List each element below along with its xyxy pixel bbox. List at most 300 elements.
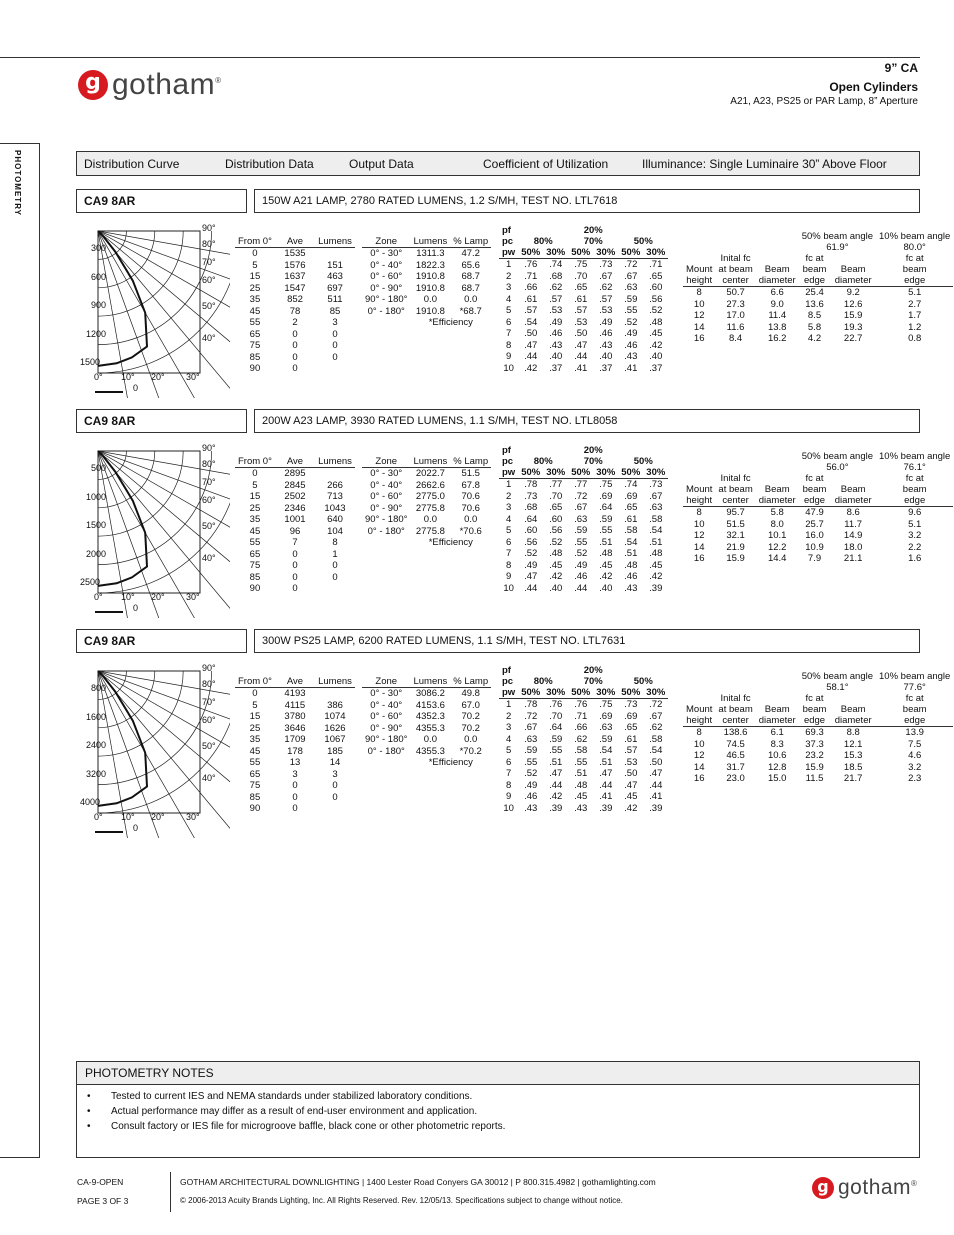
table-cell: 1 bbox=[505, 259, 512, 270]
table-row bbox=[499, 803, 668, 815]
footer-page: PAGE 3 OF 3 bbox=[77, 1196, 129, 1206]
table-row bbox=[499, 734, 668, 746]
bottom-angle-label: 20° bbox=[151, 372, 165, 382]
ring-label: 4000 bbox=[79, 797, 100, 807]
pc-50: 50% bbox=[633, 676, 653, 687]
table-cell: 1637 bbox=[284, 271, 306, 282]
table-cell: 15.0 bbox=[767, 773, 787, 784]
table-cell: 5 bbox=[252, 699, 258, 711]
beam10-label: 10% beam angle bbox=[879, 451, 951, 462]
col-lumens: Lumens bbox=[315, 456, 355, 468]
legend-zero: 0 bbox=[133, 383, 139, 393]
table-cell: 1.6 bbox=[908, 553, 922, 564]
table-cell: 37.3 bbox=[805, 738, 824, 750]
angle-label: 50° bbox=[202, 521, 216, 531]
table-cell: 15.9 bbox=[805, 761, 824, 773]
table-cell: 0.0 bbox=[464, 514, 478, 525]
table-cell: .53 bbox=[574, 316, 588, 328]
table-row bbox=[235, 514, 355, 526]
table-row bbox=[499, 363, 668, 375]
illuminance-table bbox=[683, 451, 953, 565]
efficiency-note: *Efficiency bbox=[428, 317, 473, 328]
table-row bbox=[362, 271, 491, 283]
table-cell: 0 bbox=[252, 468, 258, 479]
table-cell: .54 bbox=[599, 745, 613, 756]
table-cell: 0.0 bbox=[423, 514, 437, 525]
table-cell: 11.5 bbox=[805, 773, 824, 784]
ring-label: 500 bbox=[90, 463, 106, 474]
table-cell: .54 bbox=[649, 745, 663, 756]
table-cell: .67 bbox=[599, 270, 613, 282]
pf-value: 20% bbox=[583, 225, 603, 236]
table-cell: 10.1 bbox=[767, 530, 787, 541]
table-cell: 7.5 bbox=[908, 738, 922, 750]
table-cell: 3 bbox=[505, 722, 512, 733]
table-row bbox=[683, 727, 953, 739]
bottom-angle-label: 20° bbox=[151, 592, 165, 602]
pw-30: 30% bbox=[593, 247, 618, 259]
table-cell: .71 bbox=[649, 259, 663, 270]
table-row bbox=[235, 468, 355, 480]
table-row bbox=[235, 526, 355, 538]
pc-80: 80% bbox=[533, 236, 553, 247]
distribution-data-table bbox=[235, 456, 355, 595]
table-cell: .63 bbox=[649, 502, 663, 513]
col-height: height bbox=[683, 495, 715, 507]
table-cell: 0° - 180° bbox=[367, 525, 405, 537]
table-row bbox=[235, 757, 355, 769]
table-cell: .64 bbox=[599, 502, 613, 513]
table-cell: 10 bbox=[503, 362, 514, 374]
table-row bbox=[235, 503, 355, 515]
ring-label: 2400 bbox=[85, 740, 106, 751]
table-cell: 138.6 bbox=[723, 727, 748, 738]
table-cell: 0° - 180° bbox=[367, 305, 405, 317]
table-cell: .48 bbox=[574, 779, 588, 791]
pw-50: 50% bbox=[518, 247, 543, 259]
table-row bbox=[499, 317, 668, 329]
table-cell: .47 bbox=[599, 768, 613, 779]
table-cell: 85 bbox=[249, 351, 261, 363]
table-cell: .58 bbox=[574, 745, 588, 756]
col-ave: Ave bbox=[275, 236, 315, 248]
table-cell: .45 bbox=[624, 791, 638, 802]
table-cell: 4115 bbox=[284, 699, 306, 711]
col-edge: edge bbox=[799, 275, 831, 287]
table-cell: .46 bbox=[599, 328, 613, 339]
table-cell: 2 bbox=[505, 270, 512, 282]
beam50-value: 58.1° bbox=[826, 682, 849, 693]
table-cell: .51 bbox=[574, 768, 588, 779]
table-cell: .73 bbox=[599, 259, 613, 270]
table-cell: 65 bbox=[249, 768, 261, 780]
table-cell: 51.5 bbox=[461, 468, 480, 479]
table-cell: 70.2 bbox=[461, 711, 480, 722]
nav-distribution-curve[interactable]: Distribution Curve bbox=[84, 157, 180, 171]
col-initial-fc: Inital fc bbox=[720, 693, 751, 704]
table-cell: 1626 bbox=[324, 722, 346, 734]
table-cell: 47.9 bbox=[805, 507, 824, 518]
table-cell: 185 bbox=[327, 745, 343, 757]
table-cell: 1822.3 bbox=[415, 259, 445, 271]
table-cell bbox=[315, 468, 355, 480]
table-cell: 0 bbox=[292, 571, 298, 583]
table-cell: 17.0 bbox=[726, 310, 745, 321]
table-cell: 95.7 bbox=[726, 507, 745, 518]
table-cell: 49.8 bbox=[461, 688, 480, 699]
table-cell: 90 bbox=[249, 583, 261, 594]
table-cell: 7 bbox=[505, 328, 512, 339]
col-height: height bbox=[683, 275, 715, 287]
table-cell: 78 bbox=[289, 305, 301, 317]
table-cell: 10 bbox=[693, 298, 705, 310]
angle-label: 60° bbox=[202, 495, 216, 505]
table-cell: 2895 bbox=[284, 468, 306, 479]
table-cell: .44 bbox=[524, 582, 538, 594]
table-cell: 12.1 bbox=[843, 738, 863, 750]
table-cell: 21.7 bbox=[843, 773, 863, 784]
table-cell: .52 bbox=[549, 536, 563, 548]
table-cell: 0° - 60° bbox=[370, 711, 403, 722]
table-cell: .47 bbox=[524, 339, 538, 351]
table-row bbox=[683, 299, 953, 311]
table-cell: 3646 bbox=[284, 722, 306, 734]
table-cell: .68 bbox=[549, 270, 563, 282]
table-row bbox=[235, 734, 355, 746]
table-cell: 386 bbox=[327, 699, 343, 711]
table-cell: 90 bbox=[249, 363, 261, 374]
pf-label: pf bbox=[502, 225, 511, 236]
table-cell: 9.0 bbox=[770, 298, 784, 310]
table-row bbox=[499, 768, 668, 780]
table-cell: 151 bbox=[327, 259, 343, 271]
table-cell: .64 bbox=[549, 722, 563, 733]
table-cell: 27.3 bbox=[726, 298, 745, 310]
table-cell: .65 bbox=[649, 270, 663, 282]
table-cell: 104 bbox=[327, 525, 343, 537]
table-cell: 8.8 bbox=[846, 727, 860, 738]
col-diameter: diameter bbox=[830, 495, 876, 507]
table-cell: 4355.3 bbox=[415, 722, 445, 734]
table-cell: 0° - 30° bbox=[370, 248, 403, 259]
table-cell bbox=[315, 688, 355, 700]
col-pct-lamp: % Lamp bbox=[450, 236, 491, 248]
table-cell: .55 bbox=[574, 536, 588, 548]
table-cell: .60 bbox=[524, 525, 538, 536]
pw-50: 50% bbox=[568, 247, 593, 259]
table-row bbox=[499, 282, 668, 294]
table-cell: .63 bbox=[574, 513, 588, 525]
table-cell: 0 bbox=[332, 791, 338, 803]
table-cell: 266 bbox=[327, 479, 343, 491]
table-cell: 4 bbox=[505, 733, 512, 745]
gotham-g-icon: g bbox=[812, 1177, 834, 1199]
footer-company: GOTHAM ARCHITECTURAL DOWNLIGHTING | 1400 Lester Road Conyers GA 30012 | P 800.315.4982 | gothamlighting.com bbox=[180, 1177, 656, 1187]
table-cell: 0.0 bbox=[423, 294, 437, 305]
table-cell: 1001 bbox=[284, 514, 306, 525]
table-cell: .63 bbox=[624, 282, 638, 293]
table-cell: 15.3 bbox=[843, 750, 863, 761]
table-cell: 3 bbox=[292, 768, 298, 780]
col-from: From 0° bbox=[235, 676, 275, 688]
beam50-value: 61.9° bbox=[826, 242, 849, 253]
nav-distribution-data[interactable]: Distribution Data bbox=[225, 157, 314, 171]
table-cell: .39 bbox=[649, 802, 663, 814]
table-cell: 4.2 bbox=[807, 333, 822, 344]
table-cell: 74.5 bbox=[726, 738, 745, 750]
table-cell: 45 bbox=[249, 745, 261, 757]
beam50-label: 50% beam angle bbox=[801, 671, 874, 682]
col-zone: Zone bbox=[362, 456, 410, 468]
table-cell: .47 bbox=[574, 339, 588, 351]
table-cell: 32.1 bbox=[726, 530, 745, 541]
table-cell: 13.8 bbox=[767, 321, 787, 333]
table-cell: 2346 bbox=[284, 502, 306, 514]
table-cell: 5 bbox=[252, 479, 258, 491]
table-cell: .59 bbox=[599, 733, 613, 745]
bottom-angle-label: 10° bbox=[121, 592, 135, 602]
table-cell: .52 bbox=[624, 316, 638, 328]
col-initial-fc: Inital fc bbox=[720, 253, 751, 264]
table-cell: .69 bbox=[599, 710, 613, 722]
table-cell: 25.4 bbox=[805, 287, 824, 298]
table-cell: .47 bbox=[649, 768, 663, 779]
product-title: 9” CA bbox=[884, 61, 918, 75]
nav-output-data[interactable]: Output Data bbox=[349, 157, 414, 171]
table-cell: .42 bbox=[599, 571, 613, 582]
table-cell: .63 bbox=[599, 722, 613, 733]
table-row bbox=[235, 283, 355, 295]
pc-70: 70% bbox=[583, 456, 603, 467]
table-cell: .62 bbox=[649, 722, 663, 733]
table-cell: 7.9 bbox=[807, 553, 822, 564]
test-description: 300W PS25 LAMP, 6200 RATED LUMENS, 1.1 S/MH, TEST NO. LTL7631 bbox=[254, 629, 920, 653]
col-mount: Mount bbox=[686, 704, 713, 715]
table-row bbox=[499, 560, 668, 572]
pc-50: 50% bbox=[633, 236, 653, 247]
sidebar-frame bbox=[0, 143, 40, 1158]
beam10-value: 76.1° bbox=[903, 462, 926, 473]
table-cell: 12.8 bbox=[767, 761, 787, 773]
legend-swatch bbox=[95, 611, 123, 613]
table-row bbox=[362, 734, 491, 746]
table-cell: 85 bbox=[249, 571, 261, 583]
col-beam: Beam bbox=[764, 704, 790, 715]
table-cell: .57 bbox=[624, 745, 638, 756]
table-cell: .51 bbox=[649, 536, 663, 548]
table-cell: 1.7 bbox=[908, 310, 922, 321]
table-cell: .52 bbox=[574, 548, 588, 559]
nav-illuminance[interactable]: Illuminance: Single Luminaire 30” Above Floor bbox=[642, 157, 887, 171]
col-zone: Zone bbox=[362, 676, 410, 688]
gotham-g-icon: g bbox=[78, 70, 108, 100]
table-cell: 1074 bbox=[324, 711, 346, 722]
table-cell: 14.9 bbox=[843, 530, 863, 541]
cu-table bbox=[499, 225, 668, 374]
table-cell: 463 bbox=[327, 271, 343, 282]
angle-label: 80° bbox=[202, 459, 216, 469]
table-row bbox=[362, 514, 491, 526]
table-row bbox=[499, 745, 668, 757]
col-fc-at: fc at bbox=[805, 473, 824, 484]
beam10-value: 77.6° bbox=[903, 682, 926, 693]
table-cell: .75 bbox=[599, 699, 613, 710]
col-diameter: diameter bbox=[756, 715, 799, 727]
table-cell: 75 bbox=[249, 560, 261, 571]
table-cell: .54 bbox=[649, 525, 663, 536]
table-cell: 4 bbox=[505, 293, 512, 305]
table-cell: .52 bbox=[524, 768, 538, 779]
col-fc-at: fc at bbox=[905, 253, 924, 264]
table-cell: 10.6 bbox=[767, 750, 787, 761]
table-cell: .51 bbox=[624, 548, 638, 559]
table-cell: .77 bbox=[549, 479, 563, 490]
ring-label: 1600 bbox=[85, 711, 106, 722]
table-cell: 2022.7 bbox=[415, 468, 445, 479]
pw-label: pw bbox=[499, 247, 518, 259]
table-cell: 1 bbox=[505, 479, 512, 490]
table-cell: .55 bbox=[574, 756, 588, 768]
table-cell: .43 bbox=[599, 339, 613, 351]
table-cell: 1576 bbox=[284, 259, 306, 271]
table-cell: 5.1 bbox=[908, 287, 922, 298]
table-cell: 2845 bbox=[284, 479, 306, 491]
brand-name: gotham bbox=[112, 68, 216, 101]
table-cell: *70.2 bbox=[459, 745, 482, 757]
table-cell: .53 bbox=[549, 305, 563, 316]
notes-list bbox=[76, 1085, 920, 1158]
table-cell: 10.9 bbox=[805, 541, 824, 553]
table-cell: 22.7 bbox=[843, 333, 863, 344]
col-lumens: Lumens bbox=[410, 676, 450, 688]
col-edge: edge bbox=[876, 275, 953, 287]
table-row bbox=[499, 351, 668, 363]
table-cell: 0 bbox=[332, 780, 338, 791]
table-cell: 0° - 90° bbox=[370, 282, 403, 294]
pw-50: 50% bbox=[618, 687, 643, 699]
angle-label: 50° bbox=[202, 741, 216, 751]
ring-label: 2500 bbox=[79, 577, 100, 587]
pw-30: 30% bbox=[593, 467, 618, 479]
table-cell: 75 bbox=[249, 780, 261, 791]
table-cell: .63 bbox=[524, 733, 538, 745]
table-cell: 697 bbox=[327, 282, 343, 294]
table-cell: .55 bbox=[549, 745, 563, 756]
table-cell: 13.9 bbox=[905, 727, 924, 738]
table-cell: .42 bbox=[524, 362, 538, 374]
table-cell: .51 bbox=[549, 756, 563, 768]
table-cell: 25.7 bbox=[805, 518, 824, 530]
table-cell: 2775.8 bbox=[415, 525, 445, 537]
sidebar-label: PHOTOMETRY bbox=[13, 150, 22, 217]
bottom-angle-label: 20° bbox=[151, 812, 165, 822]
table-row bbox=[362, 260, 491, 272]
table-cell: 0° - 60° bbox=[370, 491, 403, 502]
table-cell: .60 bbox=[549, 513, 563, 525]
table-row bbox=[683, 762, 953, 774]
table-cell: 16 bbox=[693, 333, 705, 344]
table-cell: 1910.8 bbox=[415, 282, 445, 294]
table-cell: 8 bbox=[505, 779, 512, 791]
table-cell: 0 bbox=[252, 688, 258, 699]
table-cell: 2775.0 bbox=[415, 491, 445, 502]
table-cell: .78 bbox=[524, 699, 538, 710]
table-cell: .42 bbox=[649, 339, 663, 351]
table-cell: .76 bbox=[549, 699, 563, 710]
table-cell: 1547 bbox=[284, 282, 306, 294]
table-cell: 8 bbox=[332, 537, 338, 548]
beam50-value: 56.0° bbox=[826, 462, 849, 473]
cu-table bbox=[499, 445, 668, 594]
col-edge: edge bbox=[876, 715, 953, 727]
output-data-table bbox=[362, 676, 491, 769]
table-cell: 12 bbox=[693, 310, 705, 321]
table-cell: 8 bbox=[505, 339, 512, 351]
table-cell: 0 bbox=[332, 351, 338, 363]
pf-label: pf bbox=[502, 445, 511, 456]
table-cell: 5 bbox=[252, 259, 258, 271]
table-cell: .40 bbox=[549, 582, 563, 594]
table-cell: .46 bbox=[549, 328, 563, 339]
table-row bbox=[683, 333, 953, 345]
table-cell: .56 bbox=[524, 536, 538, 548]
col-lumens: Lumens bbox=[315, 676, 355, 688]
table-cell: 65.6 bbox=[461, 259, 480, 271]
col-beam-lc: beam bbox=[802, 264, 827, 275]
table-cell: 6 bbox=[505, 536, 512, 548]
ring-label: 1500 bbox=[85, 520, 106, 531]
angle-label: 40° bbox=[202, 333, 216, 343]
table-cell: .41 bbox=[574, 362, 588, 374]
table-cell: 9.2 bbox=[846, 287, 860, 298]
table-row bbox=[235, 317, 355, 329]
table-row bbox=[362, 468, 491, 480]
table-cell: 1067 bbox=[324, 734, 346, 745]
table-cell: .46 bbox=[574, 571, 588, 582]
angle-label: 90° bbox=[202, 443, 216, 453]
table-cell: .47 bbox=[524, 571, 538, 582]
table-cell: .64 bbox=[524, 513, 538, 525]
table-cell: 21.1 bbox=[843, 553, 863, 564]
table-cell: .76 bbox=[524, 259, 538, 270]
table-cell: .47 bbox=[549, 768, 563, 779]
angle-label: 60° bbox=[202, 275, 216, 285]
table-cell: .44 bbox=[549, 779, 563, 791]
model-label: CA9 8AR bbox=[76, 629, 247, 653]
legend-swatch bbox=[95, 831, 123, 833]
beam10-label: 10% beam angle bbox=[879, 671, 951, 682]
pc-label: pc bbox=[502, 676, 514, 687]
table-cell: 4355.3 bbox=[415, 745, 445, 757]
table-cell: 23.0 bbox=[726, 773, 745, 784]
angle-label: 70° bbox=[202, 697, 216, 707]
table-row bbox=[362, 711, 491, 723]
table-cell: 16 bbox=[693, 773, 705, 784]
table-cell: .55 bbox=[524, 756, 538, 768]
table-cell: 3 bbox=[505, 502, 512, 513]
angle-label: 90° bbox=[202, 663, 216, 673]
table-row bbox=[683, 739, 953, 751]
table-cell: 2502 bbox=[284, 491, 306, 502]
table-cell: 35 bbox=[249, 734, 261, 745]
table-cell: 0.0 bbox=[423, 734, 437, 745]
table-cell: 1535 bbox=[284, 248, 306, 259]
output-data-table bbox=[362, 456, 491, 549]
nav-coefficient-utilization[interactable]: Coefficient of Utilization bbox=[483, 157, 609, 171]
table-cell: .56 bbox=[649, 293, 663, 305]
beam10-value: 80.0° bbox=[903, 242, 926, 253]
table-cell: 18.5 bbox=[843, 761, 863, 773]
